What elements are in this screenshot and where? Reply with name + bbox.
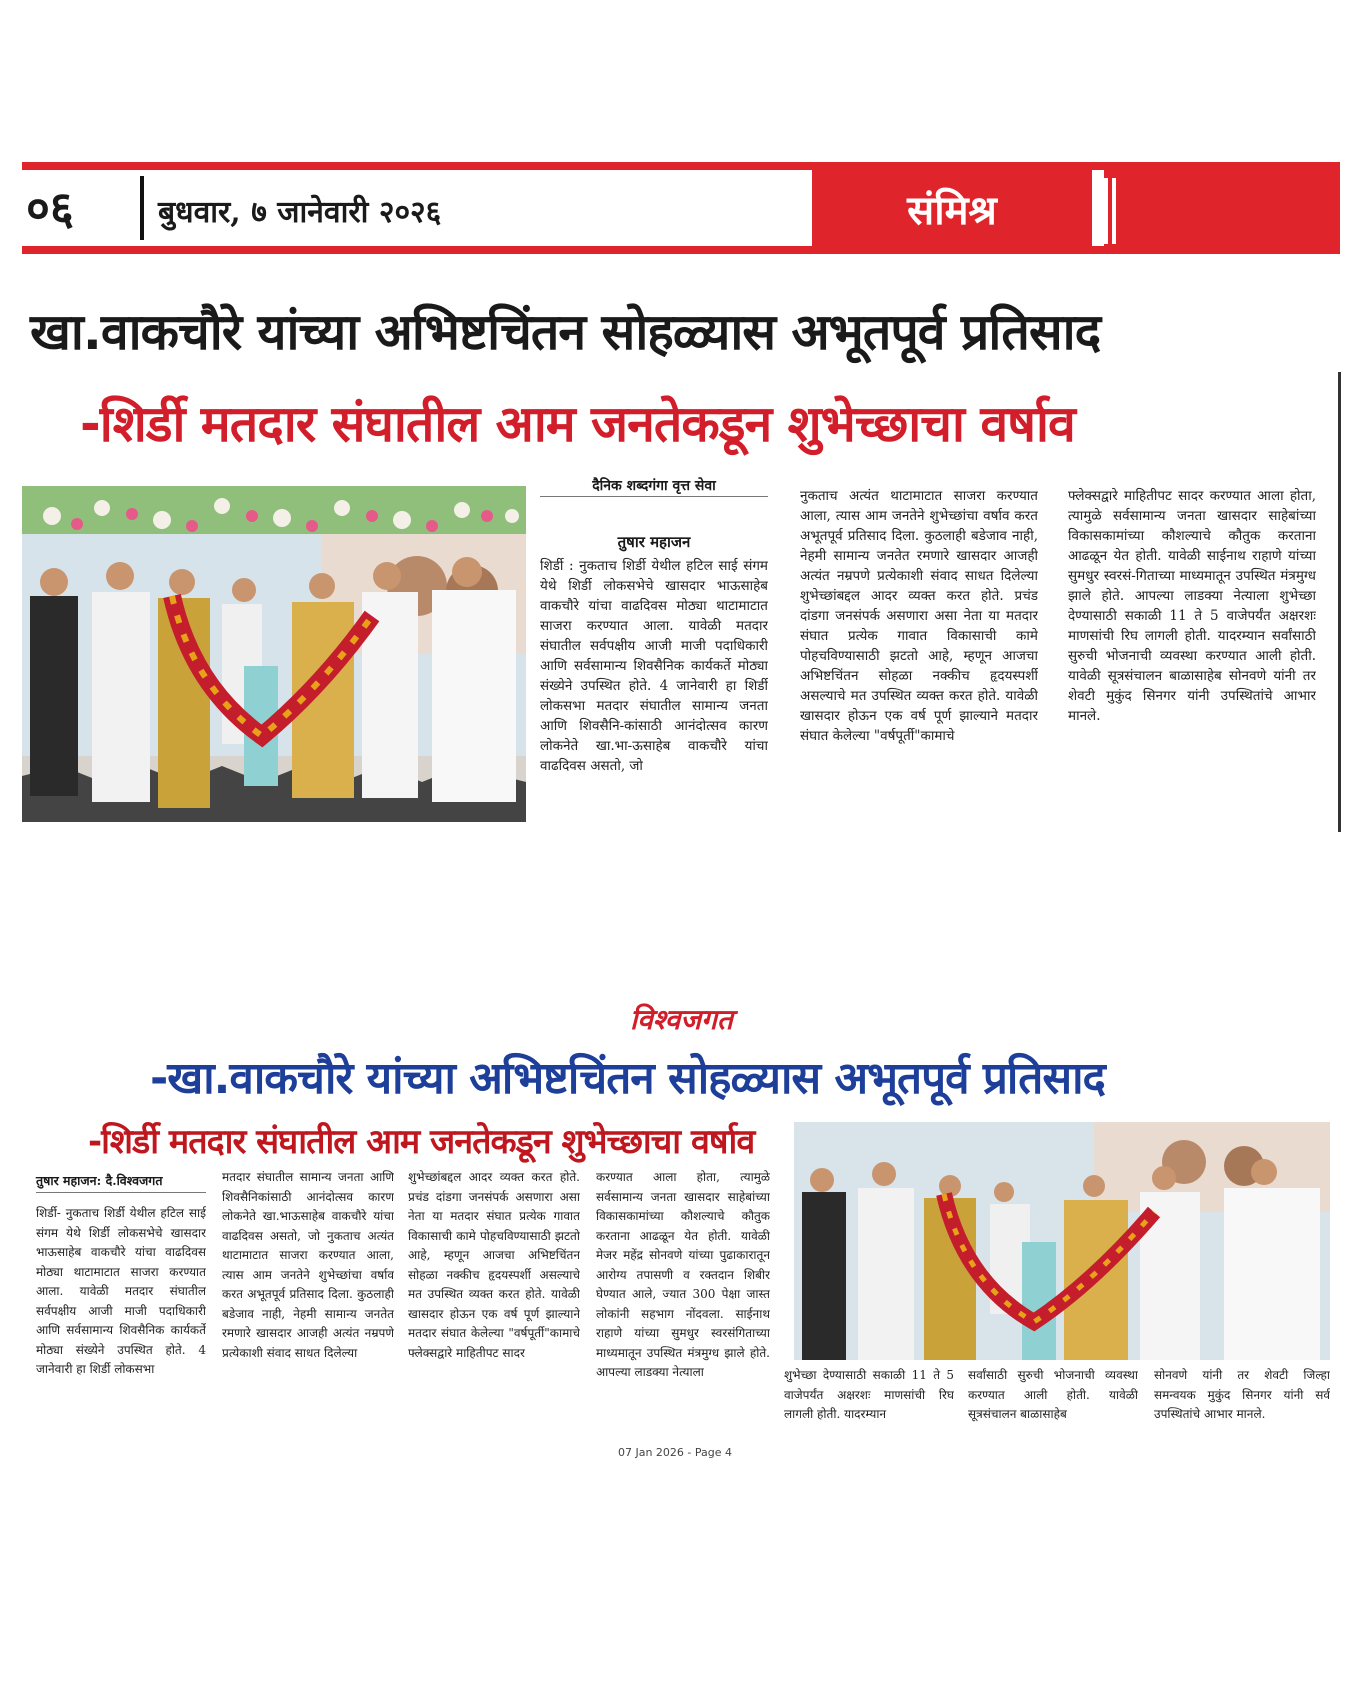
- article-column-3: फ्लेक्सद्वारे माहितीपट सादर करण्यात आला होता, त्यामुळे सर्वसामान्य जनता खासदार साहेबांच्या विकासकामांच्या कौशल्याचे कौतुक करताना आढळून येत होती. यावेळी साईनाथ राहाणे यांच्या सुमधुर स्वरसं-गिताच्या माध्यमातून उपस्थित मंत्रमुग्ध झाले होते. आपल्या लाडक्या नेत्याला शुभेच्छा देण्यासाठी सकाळी 11 ते 5 वाजेपर्यंत अक्षरशः माणसांची रिघ लागली होती. यादरम्यान सर्वांसाठी सुरुची भोजनाची व्यवस्था करण्यात आली होती. यावेळी सूत्रसंचालन बाळासाहेब सोनवणे यांनी तर शेवटी मुकुंद सिनगर यांनी उपस्थितांचे आभार मानले.: [1068, 488, 1316, 724]
- adjacent-column-edge: [1338, 372, 1341, 832]
- masthead: विश्वजगत: [630, 1003, 733, 1036]
- byline-rule-2: [36, 1192, 206, 1193]
- headline: खा.वाकचौरे यांच्या अभिष्टचिंतन सोहळ्यास अभूतपूर्व प्रतिसाद: [30, 303, 1101, 361]
- byline-2: तुषार महाजन: दै.विश्वजगत: [36, 1173, 163, 1188]
- page-number: ०६: [26, 181, 74, 235]
- photo-illustration: [22, 486, 526, 822]
- article2-column-2: मतदार संघातील सामान्य जनता आणि शिवसैनिकांसाठी आनंदोत्सव कारण लोकनेते खा.भाऊसाहेब वाकचौरे यांचा वाढदिवस असतो, जो नुकताच अत्यंत थाटामाटात साजरा करण्यात आला, त्यास आम जनतेने शुभेच्छांचा वर्षाव करत अभूतपूर्व प्रतिसाद दिला. कुठलाही बडेजाव नाही, नेहमी सामान्य जनतेत रमणारे खासदार आजही अत्यंत नम्रपणे प्रत्येकाशी संवाद साधत दिलेल्या: [222, 1170, 394, 1360]
- article2-column-4: करण्यात आला होता, त्यामुळे सर्वसामान्य जनता खासदार साहेबांच्या विकासकामांच्या कौशल्याचे कौतुक करताना आढळून येत होती. यावेळी मेजर महेंद्र सोनवणे यांच्या पुढाकारातून आरोग्य तपासणी व रक्तदान शिबीर घेण्यात आले, ज्यात 300 पेक्षा जास्त लोकांनी सहभाग नोंदवला. साईनाथ राहाणे यांच्या सुमधुर स्वरसंगिताच्या माध्यमातून उपस्थित मंत्रमुग्ध झाले होते. आपल्या लाडक्या नेत्याला: [596, 1170, 770, 1379]
- photo-illustration-2: [794, 1122, 1330, 1360]
- issue-date: बुधवार, ७ जानेवारी २०२६: [158, 195, 442, 230]
- headline-2: -खा.वाकचौरे यांच्या अभिष्टचिंतन सोहळ्यास अभूतपूर्व प्रतिसाद: [150, 1053, 1105, 1104]
- header-top-rule: [22, 162, 1340, 170]
- subheadline-2: -शिर्डी मतदार संघातील आम जनतेकडून शुभेच्छाचा वर्षाव: [88, 1122, 755, 1162]
- article2-column-1: शिर्डी- नुकताच शिर्डी येथील हटिल साई संगम येथे शिर्डी लोकसभेचे खासदार भाऊसाहेब वाकचौरे यांचा वाढदिवस मोठ्या थाटामाटात साजरा करण्यात आला. यावेळी मतदार संघातील सर्वपक्षीय आजी माजी पदाधिकारी आणि सर्वसामान्य शिवसैनिक कार्यकर्ते मोठ्या संख्येने उपस्थित होते. 4 जानेवारी हा शिर्डी लोकसभा: [36, 1206, 206, 1376]
- subheadline: -शिर्डी मतदार संघातील आम जनतेकडून शुभेच्छाचा वर्षाव: [80, 395, 1075, 453]
- section-label: संमिश्र: [812, 170, 1092, 252]
- page-footer: 07 Jan 2026 - Page 4: [617, 1446, 733, 1459]
- article2-column-7: सोनवणे यांनी तर शेवटी जिल्हा समन्वयक मुकुंद सिनगर यांनी सर्व उपस्थितांचे आभार मानले.: [1154, 1368, 1330, 1421]
- article-column-1: शिर्डी : नुकताच शिर्डी येथील हटिल साई संगम येथे शिर्डी लोकसभेचे खासदार भाऊसाहेब वाकचौरे यांचा वाढदिवस मोठ्या थाटामाटात साजरा करण्यात आला. यावेळी मतदार संघातील सर्वपक्षीय आजी माजी पदाधिकारी आणि सर्वसामान्य शिवसैनिक कार्यकर्ते मोठ्या संख्येने उपस्थित होते. 4 जानेवारी हा शिर्डी लोकसभा मतदार संघातील सामान्य जनता आणि शिवसैनि-कांसाठी आनंदोत्सव कारण लोकनेते खा.भा-ऊसाहेब वाकचौरे यांचा वाढदिवस असतो, जो: [540, 558, 768, 774]
- byline: तुषार महाजन: [617, 533, 691, 551]
- event-photo-2: [794, 1122, 1330, 1360]
- article-column-2: नुकताच अत्यंत थाटामाटात साजरा करण्यात आला, त्यास आम जनतेने शुभेच्छांचा वर्षाव करत अभूतपूर्व प्रतिसाद दिला. कुठलाही बडेजाव नाही, नेहमी सामान्य जनतेत रमणारे खासदार आजही अत्यंत नम्रपणे प्रत्येकाशी संवाद साधत दिलेल्या शुभेच्छांबद्दल आदर व्यक्त करत होते. प्रचंड दांडगा जनसंपर्क असणारा असा नेता या मतदार संघात प्रत्येक गावात विकासाची कामे पोहचविण्यासाठी झटतो आहे, म्हणून आजचा अभिष्टचिंतन सोहळा नक्कीच हृदयस्पर्शी असल्याचे मत उपस्थित व्यक्त करत होते. यावेळी खासदार होऊन एक वर्ष पूर्ण झाल्याने मतदार संघात केलेल्या "वर्षपूर्ती"कामाचे: [800, 488, 1038, 744]
- article2-column-6: सर्वांसाठी सुरुची भोजनाची व्यवस्था करण्यात आली होती. यावेळी सूत्रसंचालन बाळासाहेब: [968, 1368, 1138, 1421]
- agency-rule: [540, 496, 768, 497]
- header-bottom-rule: [22, 246, 1340, 254]
- agency-credit: दैनिक शब्दगंगा वृत्त सेवा: [592, 478, 716, 494]
- header-divider: [140, 176, 144, 240]
- article2-column-3: शुभेच्छांबद्दल आदर व्यक्त करत होते. प्रचंड दांडगा जनसंपर्क असणारा असा नेता या मतदार संघात प्रत्येक गावात विकासाची कामे पोहचविण्यासाठी झटतो आहे, म्हणून आजचा अभिष्टचिंतन सोहळा नक्कीच हृदयस्पर्शी असल्याचे मत उपस्थित व्यक्त करत होते. यावेळी खासदार होऊन एक वर्ष पूर्ण झाल्याने मतदार संघात केलेल्या "वर्षपूर्ती"कामाचे फ्लेक्सद्वारे माहितीपट सादर: [408, 1170, 580, 1360]
- event-photo: [22, 486, 526, 822]
- header-red-block: [1104, 170, 1340, 252]
- article2-column-5: शुभेच्छा देण्यासाठी सकाळी 11 ते 5 वाजेपर्यंत अक्षरशः माणसांची रिघ लागली होती. यादरम्यान: [784, 1368, 954, 1421]
